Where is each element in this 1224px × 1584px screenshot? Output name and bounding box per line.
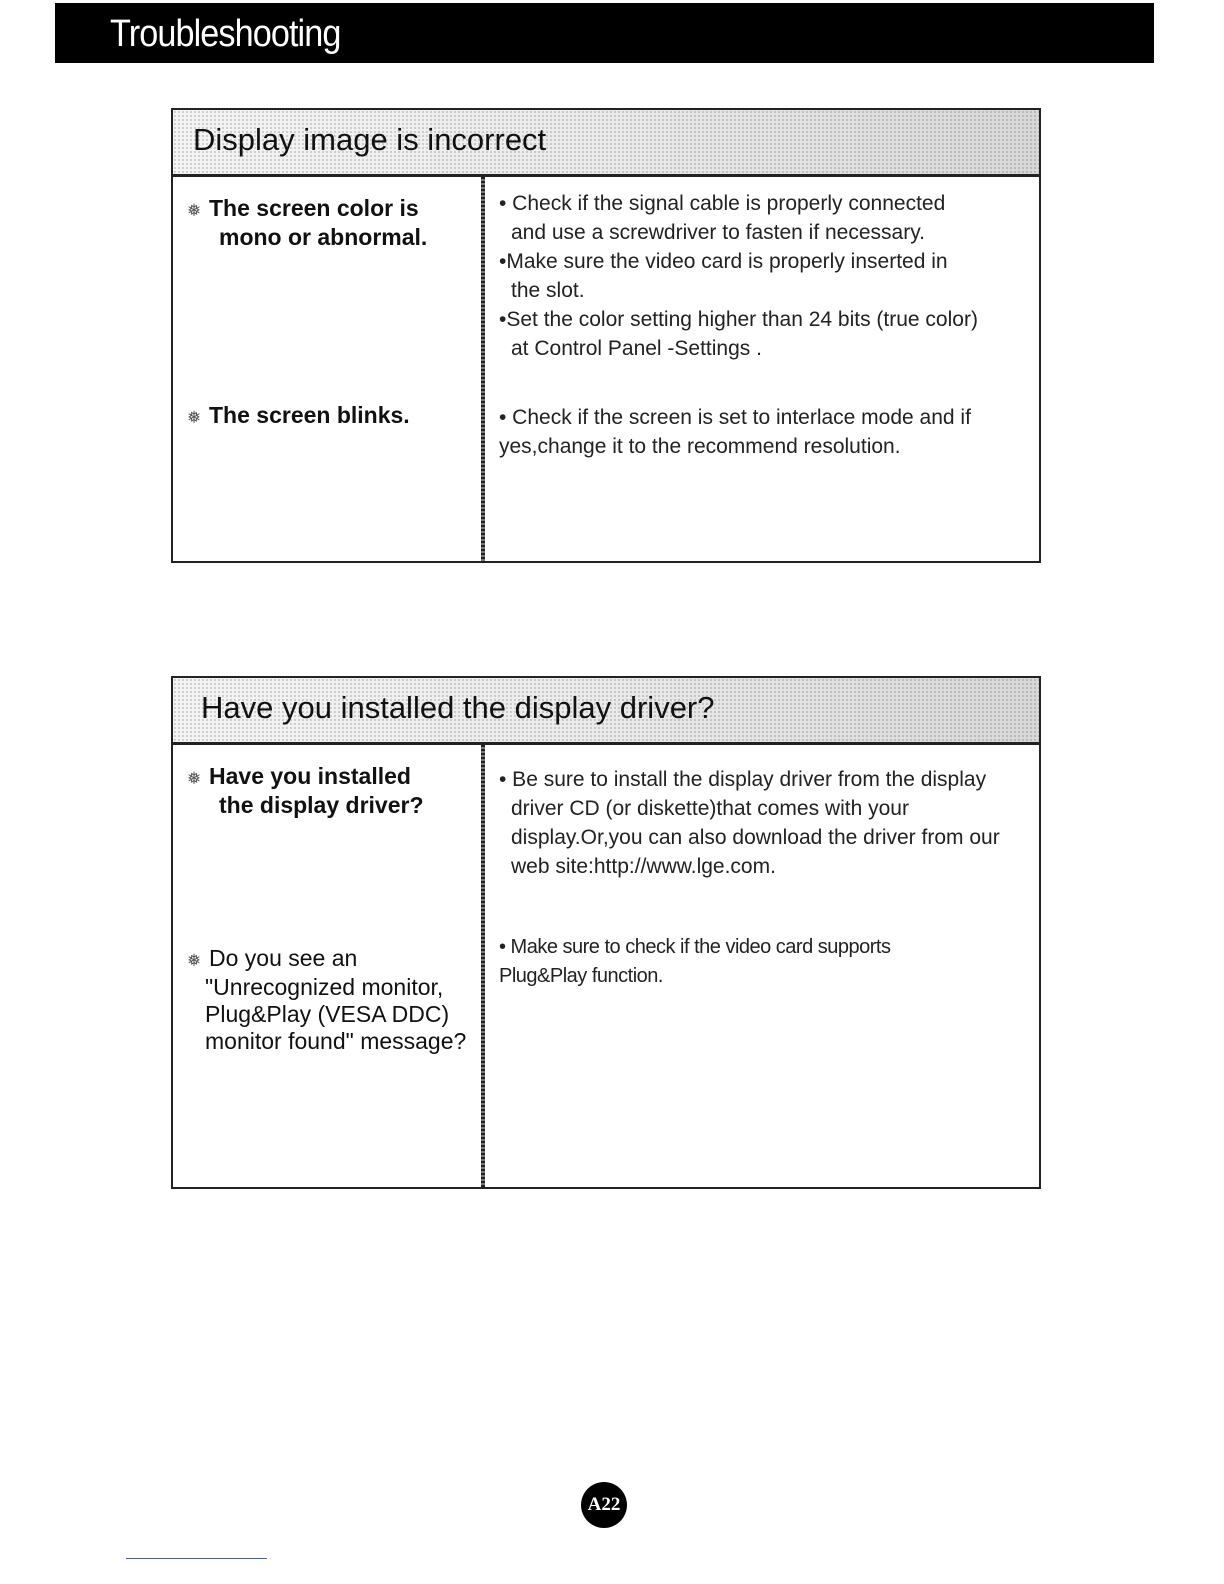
gear-bullet-icon: ❅ <box>187 769 202 788</box>
gear-bullet-icon: ❅ <box>187 201 202 220</box>
answer-text: • Check if the screen is set to interlace mode and if yes,change it to the recommend resolution. <box>499 406 971 458</box>
question-text: The screen blinks. <box>209 402 410 428</box>
question-text-cont: the display driver? <box>219 792 424 818</box>
section-display-image <box>171 108 1041 563</box>
question-text: Have you installed <box>209 763 411 789</box>
answer-line: • Check if the signal cable is properly connected <box>499 192 946 215</box>
answer-line: • Make sure to check if the video card supports <box>499 936 891 958</box>
answer-line-cont: Plug&Play function. <box>499 965 663 987</box>
question-unrecognized-monitor <box>187 945 475 1055</box>
gear-bullet-icon: ❅ <box>187 408 202 427</box>
answer-line: •Make sure the video card is properly inserted in <box>499 250 948 273</box>
question-text-cont: mono or abnormal. <box>219 224 428 250</box>
answer-unrecognized-monitor <box>499 933 1019 991</box>
question-text-cont: "Unrecognized monitor, Plug&Play (VESA DDC) monitor found" message? <box>205 974 467 1054</box>
column-divider <box>481 745 485 1187</box>
answer-line-cont: at Control Panel -Settings . <box>511 337 762 360</box>
question-text: The screen color is <box>209 195 419 221</box>
question-screen-blinks <box>187 402 410 431</box>
answer-line: •Set the color setting higher than 24 bits (true color) <box>499 308 978 331</box>
section-header-text: Have you installed the display driver? <box>201 690 715 725</box>
section-body <box>173 177 1039 561</box>
answer-driver-installed <box>499 765 1019 881</box>
title-bar <box>55 3 1154 63</box>
section-header <box>173 110 1039 177</box>
answer-screen-blinks <box>499 403 1019 461</box>
question-text: Do you see an <box>209 945 358 971</box>
answer-screen-color <box>499 189 1019 363</box>
answer-line: • Be sure to install the display driver from the display <box>499 768 987 791</box>
page-number-badge: A22 <box>581 1482 627 1528</box>
question-driver-installed <box>187 763 424 819</box>
footer-rule <box>126 1558 267 1559</box>
question-screen-color <box>187 195 427 251</box>
section-display-driver <box>171 676 1041 1189</box>
column-divider <box>481 177 485 561</box>
section-body <box>173 745 1039 1187</box>
section-header <box>173 678 1039 745</box>
page-title: Troubleshooting <box>110 13 341 55</box>
answer-line-cont: the slot. <box>511 279 585 302</box>
answer-line-cont: driver CD (or diskette)that comes with your display.Or,you can also download the driver from our web site:http://www.lge.com. <box>511 797 1000 878</box>
gear-bullet-icon: ❅ <box>187 951 202 970</box>
section-header-text: Display image is incorrect <box>193 122 547 157</box>
answer-line-cont: and use a screwdriver to fasten if necessary. <box>511 221 925 244</box>
